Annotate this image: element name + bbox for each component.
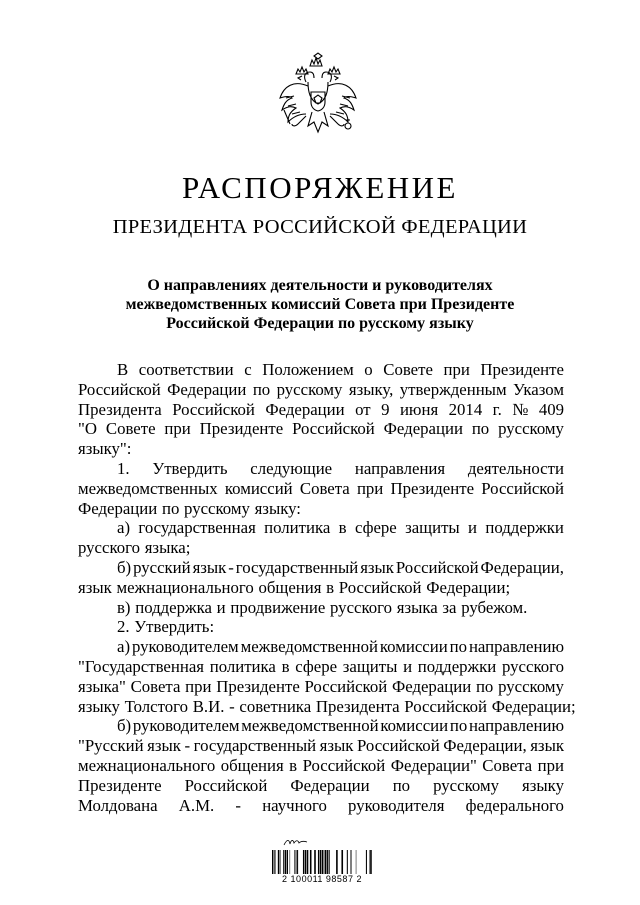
body-word: в — [326, 577, 335, 597]
body-word: б) — [117, 716, 132, 736]
body-word: при — [537, 755, 564, 775]
body-word: межнационального — [116, 577, 254, 597]
body-word: г. — [492, 399, 502, 419]
body-word: а) — [117, 637, 131, 657]
body-word: Российской — [304, 676, 388, 696]
body-word: Совета — [130, 676, 181, 696]
body-word: при — [356, 478, 384, 498]
body-line — [78, 380, 564, 400]
body-word: соответствии — [138, 360, 234, 379]
body-word: "Государственная — [78, 656, 205, 676]
body-word: Российской — [481, 478, 564, 498]
body-word: Российской — [184, 775, 268, 795]
body-line — [78, 598, 564, 618]
body-word: язык — [360, 557, 394, 577]
body-word: государственная — [138, 518, 256, 538]
body-word: Совета — [482, 755, 533, 775]
body-word: Положением — [262, 360, 354, 379]
body-word: Федерации, — [443, 736, 527, 756]
body-word: государственный — [193, 736, 317, 756]
body-word: русскому — [276, 379, 343, 399]
body-word: Федерации — [391, 676, 472, 696]
body-word: 2. — [117, 617, 130, 637]
body-word: комиссии — [380, 716, 449, 736]
body-word: русскому — [498, 676, 564, 696]
body-word: - — [228, 557, 234, 577]
body-word: направлению — [468, 716, 564, 736]
body-word: русскому — [498, 419, 564, 439]
body-word: по — [449, 716, 468, 736]
body-word: языка; — [144, 538, 191, 558]
body-word: Президента — [78, 399, 162, 419]
body-word: язык — [530, 736, 564, 756]
body-word: по — [475, 676, 494, 696]
body-word: советника — [239, 696, 312, 716]
body-word: Утвердить: — [134, 617, 215, 637]
body-word: и — [468, 518, 478, 538]
document-heading — [80, 276, 560, 333]
body-word: а) — [117, 518, 131, 538]
body-line — [78, 558, 564, 578]
body-word: Президенте — [216, 676, 300, 696]
body-line — [78, 696, 576, 717]
body-word: - — [235, 795, 241, 815]
body-word: научного — [262, 795, 327, 815]
body-line — [78, 459, 564, 479]
body-word: б) — [117, 557, 132, 577]
body-word: Федерации — [383, 419, 463, 439]
body-line — [78, 360, 564, 380]
body-word: направления — [354, 458, 446, 478]
body-word: А.М. — [178, 795, 215, 815]
body-word: Российской — [292, 419, 375, 439]
handwritten-mark-icon — [282, 836, 312, 848]
body-word: языку — [78, 696, 120, 716]
body-word: сфере — [354, 518, 397, 538]
body-word: Президенте — [390, 478, 475, 498]
body-word: русского — [78, 538, 141, 558]
body-line — [78, 657, 564, 677]
body-word: поддержка — [135, 597, 212, 617]
body-word: Федерации; — [491, 696, 576, 716]
body-line — [78, 756, 564, 776]
body-word: Российской — [395, 557, 479, 577]
body-line — [78, 518, 564, 538]
body-line — [78, 776, 564, 796]
body-word: по — [252, 379, 271, 399]
body-word: Федерации — [78, 498, 158, 518]
body-word: Президенте — [480, 360, 564, 379]
body-line — [78, 796, 564, 816]
body-word: "Русский — [78, 736, 144, 756]
body-word: Федерации — [167, 379, 247, 399]
body-word: языку: — [254, 498, 301, 518]
heading-line: О направлениях деятельности и руководителях — [147, 277, 493, 294]
coat-of-arms-icon — [276, 52, 360, 146]
body-word: В.И. — [192, 696, 225, 716]
body-word: языка — [396, 597, 438, 617]
body-line — [78, 400, 564, 420]
body-word: Российской — [338, 577, 422, 597]
body-word: июня — [399, 399, 439, 419]
body-word: язык — [78, 577, 112, 597]
body-word: 2014 — [448, 399, 483, 419]
body-word: направлению — [468, 637, 564, 657]
body-word: руководителем — [131, 637, 239, 657]
body-word: № — [512, 399, 529, 419]
body-word: в — [281, 656, 290, 676]
body-word: Российской — [302, 755, 386, 775]
body-line — [78, 578, 564, 598]
body-word: Федерации, — [480, 557, 564, 577]
body-line — [78, 499, 564, 519]
body-word: 9 — [381, 399, 390, 419]
body-word: Молдована — [78, 795, 158, 815]
body-word: Федерации; — [426, 577, 511, 597]
body-word: 1. — [117, 458, 130, 478]
body-line — [78, 439, 564, 459]
body-word: при — [164, 419, 191, 439]
body-word: от — [355, 399, 371, 419]
barcode-icon — [272, 850, 372, 874]
body-word: рубежом. — [461, 597, 528, 617]
body-word: Федерации" — [390, 755, 477, 775]
body-word: защиты — [405, 518, 460, 538]
body-word: и — [216, 597, 226, 617]
body-word: по — [449, 637, 468, 657]
body-word: Утвердить — [152, 458, 228, 478]
body-word: комиссий — [224, 478, 293, 498]
body-word: межнационального — [78, 755, 216, 775]
body-word: при — [185, 676, 212, 696]
body-line — [78, 479, 564, 499]
body-word: языку, — [348, 379, 394, 399]
body-word: руководителя — [348, 795, 445, 815]
body-word: федерального — [465, 795, 564, 815]
body-word: утвержденным — [399, 379, 507, 399]
body-word: в) — [117, 597, 131, 617]
body-word: Толстого — [124, 696, 188, 716]
body-word: защиты — [342, 656, 398, 676]
body-word: поддержки — [485, 518, 564, 538]
body-word: политика — [209, 656, 276, 676]
body-word: язык — [147, 736, 181, 756]
body-word: руководителем — [132, 716, 240, 736]
body-word: в — [338, 518, 347, 538]
body-word: о — [364, 360, 373, 379]
body-line — [78, 677, 564, 697]
body-word: русского — [501, 656, 564, 676]
body-word: межведомственной — [241, 716, 379, 736]
body-word: Президенте — [78, 775, 162, 795]
body-line — [78, 736, 564, 756]
body-word: общения — [220, 755, 284, 775]
body-word: Президенте — [199, 419, 284, 439]
body-word: межведомственных — [78, 478, 218, 498]
body-line — [78, 637, 564, 657]
body-word: Российской — [356, 736, 440, 756]
body-word: в — [289, 755, 298, 775]
body-word: русского — [330, 597, 393, 617]
document-subtitle: ПРЕЗИДЕНТА РОССИЙСКОЙ ФЕДЕРАЦИИ — [112, 216, 528, 238]
body-word: Президента — [315, 696, 400, 716]
body-word: В — [117, 360, 129, 379]
body-word: русскому — [433, 775, 499, 795]
body-line — [78, 538, 564, 558]
body-word: с — [244, 360, 252, 379]
body-word: Федерации — [290, 775, 370, 795]
body-word: поддержки — [417, 656, 497, 676]
body-word: "О — [78, 419, 97, 439]
body-word: языку": — [78, 439, 132, 459]
body-line — [78, 716, 564, 736]
body-word: язык — [192, 557, 227, 577]
body-word: межведомственной — [240, 637, 378, 657]
body-word: - — [229, 696, 235, 716]
body-word: при — [443, 360, 470, 379]
body-word: Федерации — [265, 399, 345, 419]
body-word: продвижение — [230, 597, 326, 617]
body-word: политика — [264, 518, 331, 538]
body-word: 409 — [538, 399, 564, 419]
document-body — [78, 360, 576, 815]
body-word: русскому — [184, 498, 250, 518]
body-word: русский — [133, 557, 191, 577]
body-word: языку — [522, 775, 564, 795]
body-word: следующие — [250, 458, 333, 478]
body-word: сфере — [295, 656, 338, 676]
body-word: за — [442, 597, 457, 617]
body-word: Совете — [383, 360, 433, 379]
body-word: - — [184, 736, 191, 756]
body-word: Указом — [513, 379, 564, 399]
body-line — [78, 617, 564, 637]
body-word: языка" — [78, 676, 126, 696]
body-word: общения — [258, 577, 322, 597]
body-word: государственный — [235, 557, 359, 577]
body-word: комиссии — [379, 637, 448, 657]
body-word: язык — [319, 736, 354, 756]
body-line — [78, 419, 564, 439]
document-footer — [270, 840, 374, 890]
heading-line: Российской Федерации по русскому языку — [166, 315, 474, 332]
body-word: и — [403, 656, 413, 676]
body-word: Совете — [105, 419, 156, 439]
document-title: РАСПОРЯЖЕНИЕ — [182, 170, 458, 205]
body-word: по — [471, 419, 490, 439]
body-word: по — [392, 775, 411, 795]
body-word: Российской — [78, 379, 161, 399]
body-word: Российской — [172, 399, 255, 419]
heading-line: межведомственных комиссий Совета при Президенте — [125, 296, 515, 313]
body-word: деятельности — [467, 458, 564, 478]
body-word: Российской — [404, 696, 487, 716]
body-word: по — [161, 498, 180, 518]
barcode-number: 2 100011 98587 2 — [282, 874, 362, 884]
body-word: Совета — [299, 478, 350, 498]
